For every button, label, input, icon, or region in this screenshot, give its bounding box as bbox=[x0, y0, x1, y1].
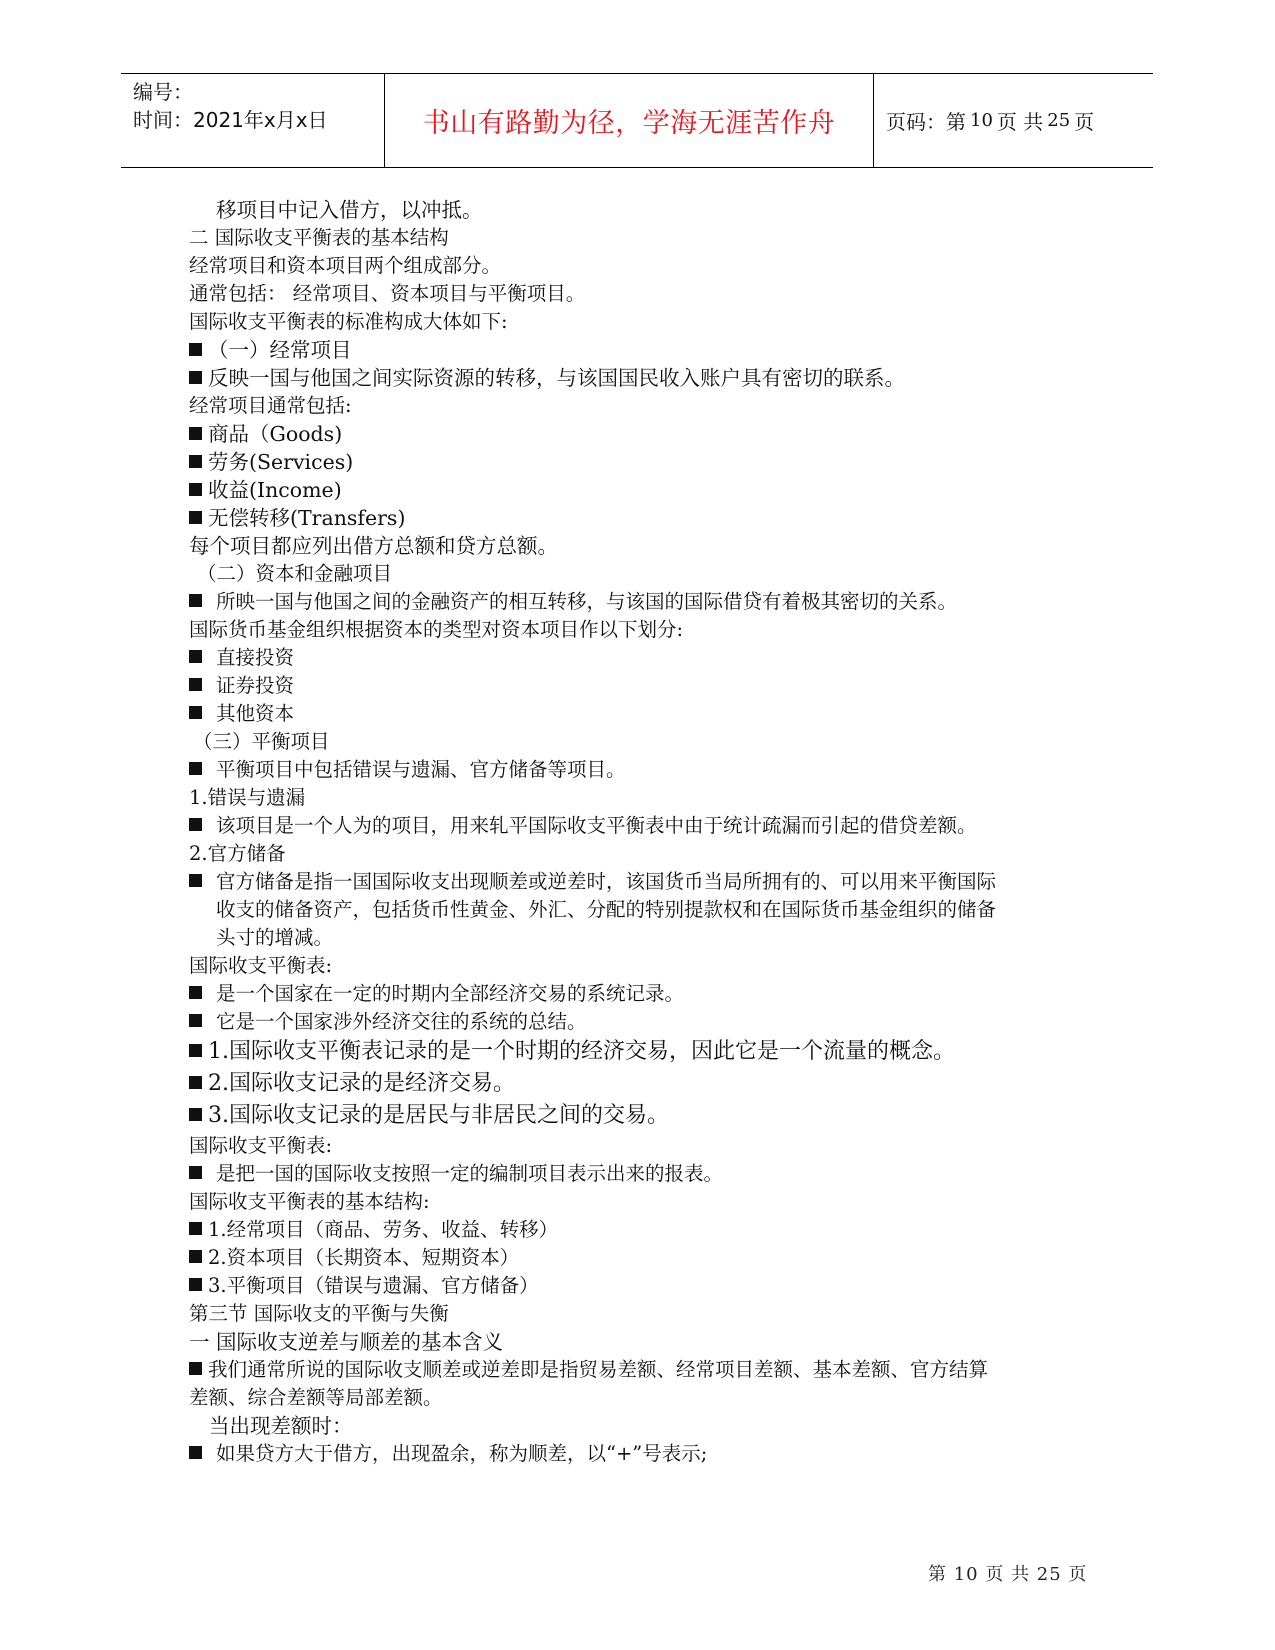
list-item: 1.国际收支平衡表记录的是一个时期的经济交易，因此它是一个流量的概念。 bbox=[189, 1036, 1089, 1068]
page-number: 10 bbox=[970, 110, 993, 131]
bullet-icon bbox=[189, 427, 202, 440]
header-meta bbox=[121, 74, 385, 167]
bullet-icon bbox=[189, 706, 202, 719]
list-item: 官方储备是指一国国际收支出现顺差或逆差时，该国货币当局所拥有的、可以用来平衡国际 bbox=[189, 868, 1089, 896]
list-item: 其他资本 bbox=[189, 700, 1089, 728]
page-header bbox=[121, 73, 1153, 168]
bullet-icon bbox=[189, 1014, 202, 1027]
document-body bbox=[189, 196, 1089, 1468]
page-label-end: 页 bbox=[1074, 110, 1095, 134]
document-number-label: 编号： bbox=[133, 80, 193, 104]
text-line: 国际货币基金组织根据资本的类型对资本项目作以下划分: bbox=[189, 618, 684, 641]
text-line: 每个项目都应列出借方总额和贷方总额。 bbox=[189, 534, 558, 558]
section-heading: 第三节 国际收支的平衡与失衡 bbox=[189, 1302, 449, 1325]
text-line: 头寸的增减。 bbox=[216, 926, 334, 949]
document-time-label: 时间：2021年x月x日 bbox=[133, 108, 328, 132]
bullet-icon bbox=[189, 594, 202, 607]
list-item: 3.国际收支记录的是居民与非居民之间的交易。 bbox=[189, 1100, 1089, 1132]
list-item: 是一个国家在一定的时期内全部经济交易的系统记录。 bbox=[189, 980, 1089, 1008]
list-item: 证券投资 bbox=[189, 672, 1089, 700]
text-line: 国际收支平衡表: bbox=[189, 954, 333, 977]
bullet-icon bbox=[189, 1108, 202, 1121]
list-item: 3.平衡项目（错误与遗漏、官方储备） bbox=[189, 1272, 1089, 1300]
list-item: 它是一个国家涉外经济交往的系统的总结。 bbox=[189, 1008, 1089, 1036]
bullet-icon bbox=[189, 1250, 202, 1263]
bullet-icon bbox=[189, 1446, 202, 1459]
list-item: 所映一国与他国之间的金融资产的相互转移，与该国的国际借贷有着极其密切的关系。 bbox=[189, 588, 1089, 616]
text-line: 2.官方储备 bbox=[189, 842, 286, 865]
text-line: 国际收支平衡表的基本结构: bbox=[189, 1190, 430, 1213]
list-item: 无偿转移(Transfers) bbox=[189, 504, 1089, 532]
list-item: 2.国际收支记录的是经济交易。 bbox=[189, 1068, 1089, 1100]
list-item: 1.经常项目（商品、劳务、收益、转移） bbox=[189, 1216, 1089, 1244]
list-item: 直接投资 bbox=[189, 644, 1089, 672]
bullet-icon bbox=[189, 483, 202, 496]
bullet-icon bbox=[189, 1044, 202, 1057]
bullet-icon bbox=[189, 1278, 202, 1291]
text-line: 经常项目和资本项目两个组成部分。 bbox=[189, 254, 502, 277]
bullet-icon bbox=[189, 762, 202, 775]
bullet-icon bbox=[189, 455, 202, 468]
bullet-icon bbox=[189, 1076, 202, 1089]
text-line: 当出现差额时： bbox=[209, 1414, 353, 1438]
section-heading: （三）平衡项目 bbox=[193, 730, 330, 753]
text-line: 移项目中记入借方，以冲抵。 bbox=[216, 198, 483, 222]
bullet-icon bbox=[189, 1222, 202, 1235]
list-item: （一）经常项目 bbox=[189, 336, 1089, 364]
section-heading: （二）资本和金融项目 bbox=[197, 562, 393, 585]
page-total: 25 bbox=[1047, 110, 1071, 131]
text-line: 国际收支平衡表的标准构成大体如下: bbox=[189, 310, 508, 333]
page-label: 页码：第 bbox=[886, 110, 966, 134]
list-item: 2.资本项目（长期资本、短期资本） bbox=[189, 1244, 1089, 1272]
list-item: 如果贷方大于借方，出现盈余，称为顺差，以“+”号表示; bbox=[189, 1440, 1089, 1468]
bullet-icon bbox=[189, 650, 202, 663]
list-item: 劳务(Services) bbox=[189, 448, 1089, 476]
list-item: 我们通常所说的国际收支顺差或逆差即是指贸易差额、经常项目差额、基本差额、官方结算 bbox=[189, 1356, 1089, 1384]
section-heading: 一 国际收支逆差与顺差的基本含义 bbox=[189, 1330, 504, 1354]
list-item: 收益(Income) bbox=[189, 476, 1089, 504]
bullet-icon bbox=[189, 343, 202, 356]
bullet-icon bbox=[189, 818, 202, 831]
text-line: 通常包括： 经常项目、资本项目与平衡项目。 bbox=[189, 282, 586, 305]
bullet-icon bbox=[189, 986, 202, 999]
list-item: 商品（Goods) bbox=[189, 420, 1089, 448]
bullet-icon bbox=[189, 678, 202, 691]
header-page-info bbox=[874, 74, 1153, 167]
text-line: 经常项目通常包括: bbox=[189, 394, 352, 417]
list-item: 反映一国与他国之间实际资源的转移，与该国国民收入账户具有密切的联系。 bbox=[189, 364, 1089, 392]
page-label-mid: 页 共 bbox=[996, 110, 1044, 134]
page-footer: 第 10 页 共 25 页 bbox=[928, 1564, 1088, 1585]
section-heading: 二 国际收支平衡表的基本结构 bbox=[189, 226, 449, 249]
text-line: 国际收支平衡表: bbox=[189, 1134, 333, 1157]
bullet-icon bbox=[189, 1362, 202, 1375]
text-line: 差额、综合差额等局部差额。 bbox=[189, 1386, 443, 1409]
bullet-icon bbox=[189, 511, 202, 524]
header-motto: 书山有路勤为径，学海无涯苦作舟 bbox=[385, 74, 874, 167]
text-line: 收支的储备资产，包括货币性黄金、外汇、分配的特别提款权和在国际货币基金组织的储备 bbox=[216, 898, 997, 921]
list-item: 是把一国的国际收支按照一定的编制项目表示出来的报表。 bbox=[189, 1160, 1089, 1188]
list-item: 平衡项目中包括错误与遗漏、官方储备等项目。 bbox=[189, 756, 1089, 784]
bullet-icon bbox=[189, 371, 202, 384]
text-line: 1.错误与遗漏 bbox=[189, 786, 306, 809]
list-item: 该项目是一个人为的项目，用来轧平国际收支平衡表中由于统计疏漏而引起的借贷差额。 bbox=[189, 812, 1089, 840]
bullet-icon bbox=[189, 874, 202, 887]
bullet-icon bbox=[189, 1166, 202, 1179]
